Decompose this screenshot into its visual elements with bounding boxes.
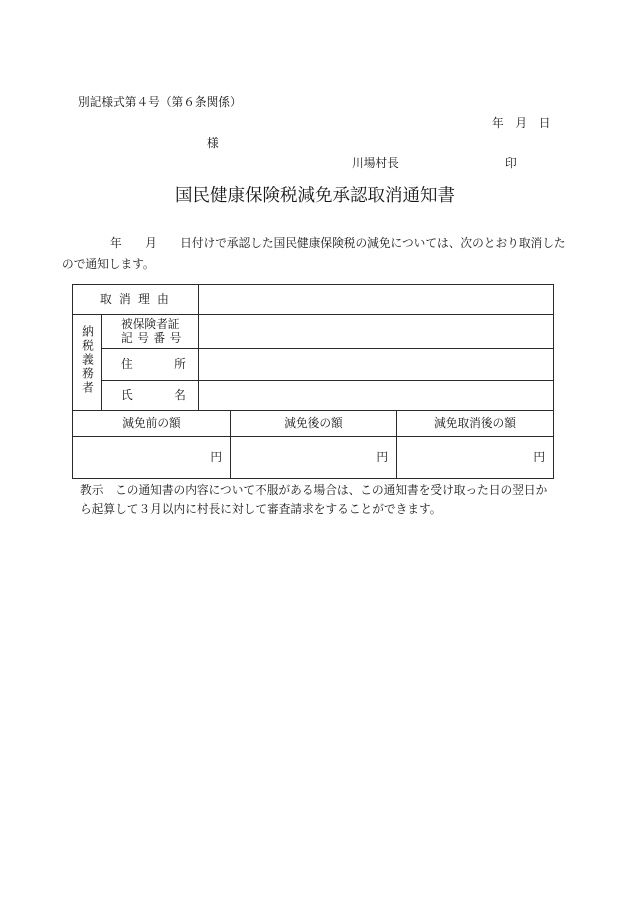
appeal-notice-line-1: 教示 この通知書の内容について不服がある場合は、この通知書を受け取った日の翌日か: [80, 484, 548, 497]
cancel-reason-label-cell: [73, 285, 199, 315]
card-code-number-label: 記 号 番 号: [121, 331, 183, 345]
seal-mark: 印: [505, 157, 517, 170]
address-label: 住 所: [121, 357, 192, 371]
insurance-card-label-cell: [102, 315, 199, 349]
insurance-card-label: 被保険者証: [121, 317, 180, 331]
amount-after-cell: [231, 437, 397, 479]
yen-unit: 円: [533, 450, 546, 464]
addressee-suffix: 様: [207, 137, 219, 150]
amount-before-cell: [73, 437, 231, 479]
amount-after-cancel-header: 減免取消後の額: [397, 411, 554, 437]
form-reference: 別記様式第４号（第６条関係）: [78, 96, 242, 109]
amount-after-cancel-cell: [397, 437, 554, 479]
table-row: [73, 411, 554, 437]
yen-unit: 円: [376, 450, 389, 464]
table-row: [73, 381, 554, 411]
address-value-cell: [199, 349, 554, 381]
name-label: 氏 名: [121, 388, 192, 402]
cancel-reason-label: 取 消 理 由: [100, 292, 171, 306]
address-label-cell: [102, 349, 199, 381]
amount-after-header: 減免後の額: [231, 411, 397, 437]
taxpayer-label: 納税義務者: [81, 325, 94, 396]
name-label-cell: [102, 381, 199, 411]
cancel-reason-value-cell: [199, 285, 554, 315]
issue-date: 年 月 日: [492, 117, 551, 130]
taxpayer-label-cell: [73, 315, 102, 411]
document-title: 国民健康保険税減免承認取消通知書: [175, 185, 455, 205]
appeal-notice-line-2: ら起算して３月以内に村長に対して審査請求をすることができます。: [80, 503, 442, 516]
table-row: [73, 437, 554, 479]
table-row: [73, 349, 554, 381]
body-text-line-1: 年 月 日付けで承認した国民健康保険税の減免については、次のとおり取消した: [110, 237, 566, 250]
yen-unit: 円: [210, 450, 223, 464]
name-value-cell: [199, 381, 554, 411]
table-row: [73, 315, 554, 349]
table-row: [73, 285, 554, 315]
amount-before-header: 減免前の額: [73, 411, 231, 437]
insurance-card-value-cell: [199, 315, 554, 349]
form-table: [72, 284, 554, 479]
body-text-line-2: ので通知します。: [62, 258, 155, 271]
sender-name: 川場村長: [352, 157, 399, 170]
